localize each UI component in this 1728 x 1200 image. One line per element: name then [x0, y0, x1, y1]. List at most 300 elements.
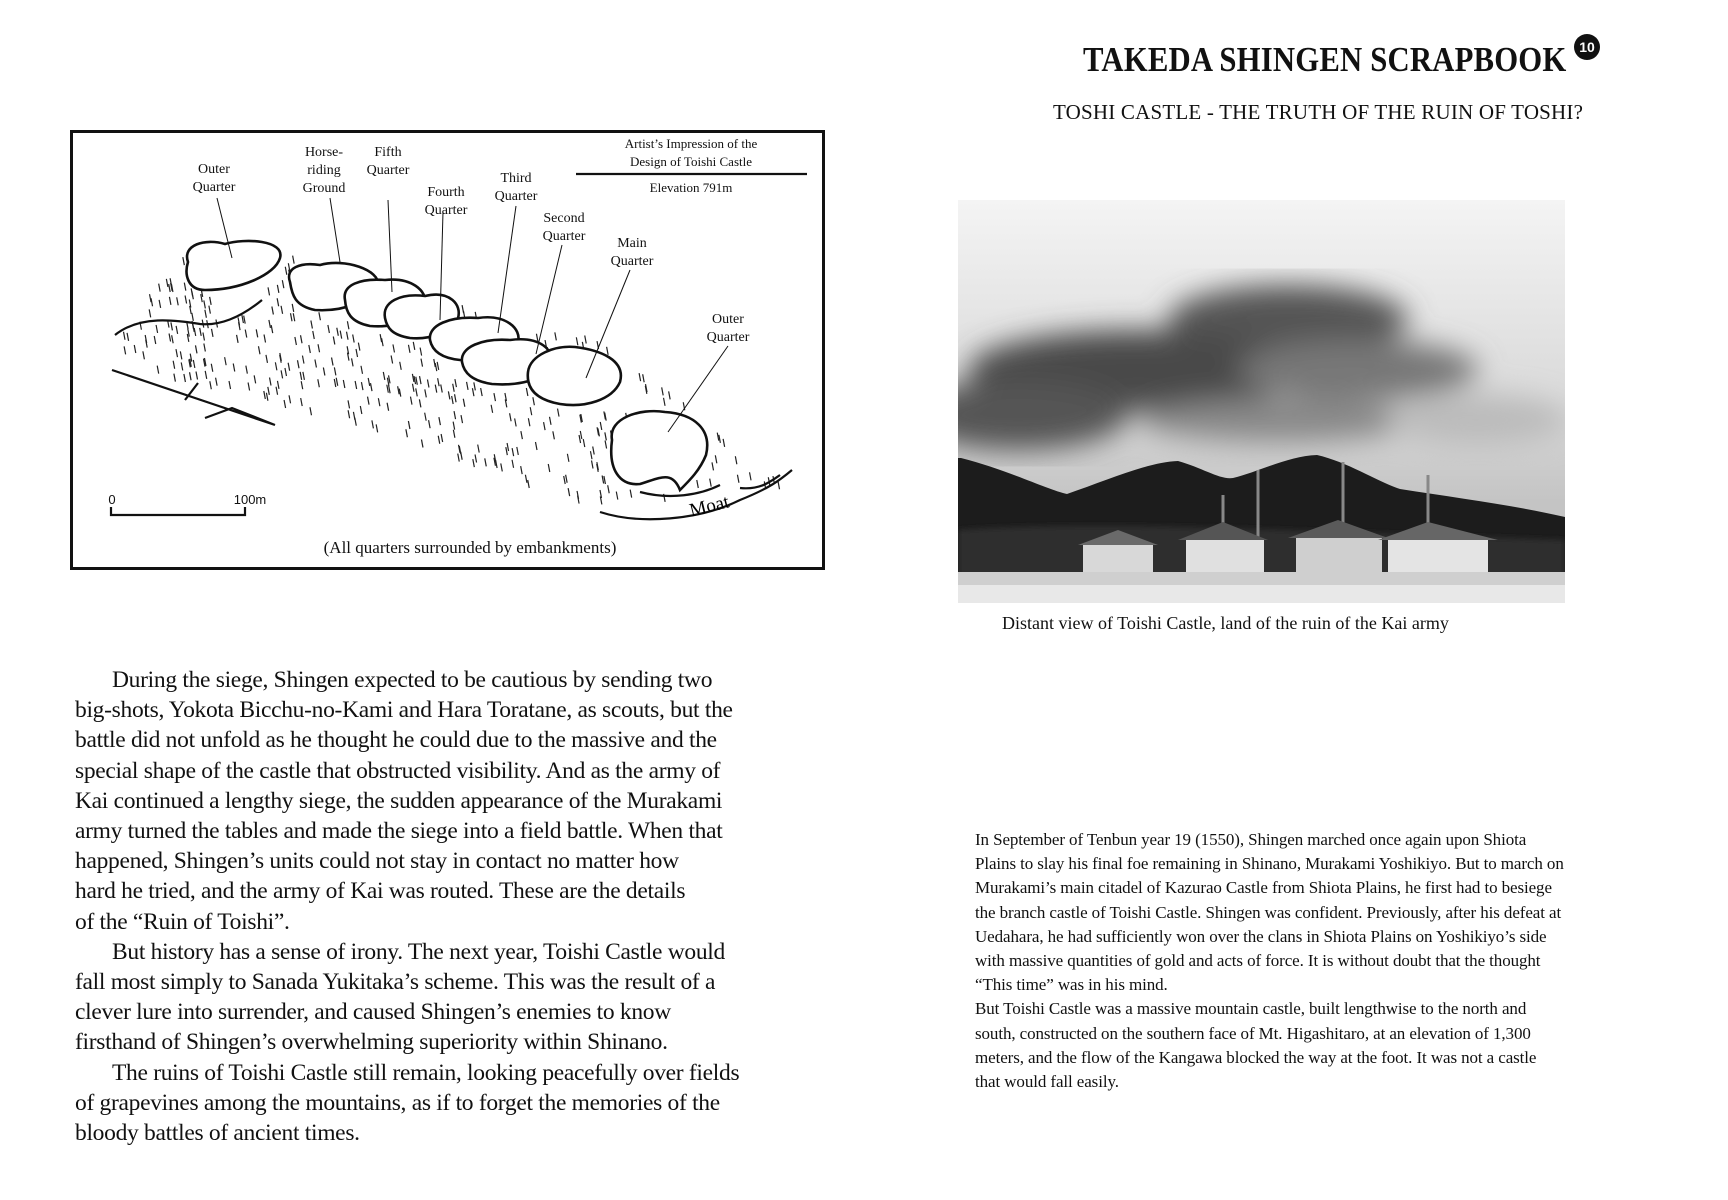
hatch-mark — [204, 344, 206, 352]
hatch-mark — [414, 376, 416, 384]
hatch-mark — [284, 400, 286, 408]
hatch-mark — [277, 298, 279, 306]
hatch-mark — [303, 372, 305, 380]
hatch-mark — [420, 348, 422, 356]
hatch-mark — [124, 332, 126, 340]
hatch-mark — [416, 388, 418, 396]
hatch-mark — [145, 335, 147, 343]
hatch-mark — [585, 335, 587, 343]
hatch-mark — [309, 345, 311, 353]
hatch-mark — [180, 351, 182, 359]
label-main-quarter: Main Quarter — [610, 236, 654, 269]
hatch-mark — [719, 435, 721, 443]
hatch-mark — [406, 429, 408, 437]
hatch-mark — [564, 476, 566, 484]
hatch-mark — [204, 300, 206, 308]
hatch-mark — [268, 287, 270, 295]
hatch-mark — [427, 379, 429, 387]
hatch-mark — [421, 439, 423, 447]
hatch-mark — [289, 395, 291, 403]
body-line: Kai continued a lengthy siege, the sudden appearance of the Murakami — [75, 787, 723, 814]
diagram-note: (All quarters surrounded by embankments) — [323, 538, 617, 557]
hatch-mark — [473, 459, 475, 467]
label-horse-riding-ground: Horse- riding Ground — [302, 145, 346, 196]
hatch-mark — [238, 317, 240, 325]
hatch-mark — [380, 334, 382, 342]
body-line: meters, and the flow of the Kangawa blocked the way at the foot. It was not a castle — [975, 1047, 1537, 1067]
hatch-mark — [550, 417, 552, 425]
hatch-mark — [410, 397, 412, 405]
hatch-mark — [353, 335, 355, 343]
hatch-mark — [750, 472, 752, 480]
hatch-mark — [210, 381, 212, 389]
hatch-mark — [127, 333, 128, 341]
hatch-mark — [389, 385, 391, 393]
hatch-mark — [558, 409, 560, 417]
hatch-mark — [535, 442, 537, 450]
hatch-mark — [281, 370, 283, 378]
hatch-mark — [391, 356, 393, 364]
hatch-mark — [301, 381, 303, 389]
castle-landscape-photo — [958, 200, 1565, 603]
hatch-mark — [441, 434, 443, 442]
hatch-mark — [246, 366, 248, 374]
hatch-mark — [266, 355, 268, 363]
hatch-mark — [268, 387, 270, 395]
hatch-mark — [425, 389, 427, 397]
body-line: of the “Ruin of Toishi”. — [75, 908, 290, 935]
hatch-mark — [196, 372, 198, 380]
hatch-mark — [576, 337, 578, 345]
hatch-mark — [517, 447, 519, 455]
body-line: But Toishi Castle was a massive mountain castle, built lengthwise to the north and — [975, 999, 1527, 1019]
hatch-mark — [393, 344, 395, 352]
hatch-mark — [347, 332, 349, 340]
hatch-mark — [348, 400, 350, 408]
hatch-mark — [491, 405, 493, 413]
body-line: But history has a sense of irony. The next year, Toishi Castle would — [112, 938, 725, 965]
hatch-mark — [512, 460, 514, 468]
label-fourth-quarter: Fourth Quarter — [424, 185, 468, 218]
hatch-mark — [639, 373, 641, 381]
body-line: Murakami’s main citadel of Kazurao Castle from Shiota Plains, he first had to besiege — [975, 878, 1552, 898]
hatch-mark — [336, 378, 338, 386]
hatch-mark — [248, 382, 250, 390]
hatch-mark — [347, 321, 349, 329]
hatch-mark — [203, 332, 205, 340]
diagram-heading-line2: Design of Toishi Castle — [630, 154, 752, 169]
diagram-elevation: Elevation 791m — [649, 180, 733, 195]
hatch-mark — [275, 362, 277, 370]
hatch-mark — [319, 312, 321, 320]
outer-quarter-left-shape — [187, 241, 281, 290]
hatch-mark — [438, 378, 440, 386]
hatch-mark — [297, 360, 299, 368]
hatch-mark — [293, 256, 295, 264]
hatch-mark — [156, 325, 158, 333]
hatch-mark — [169, 297, 171, 305]
hatch-mark — [159, 284, 161, 292]
hatch-mark — [425, 413, 427, 421]
hatch-mark — [481, 388, 483, 396]
hatch-mark — [300, 372, 302, 380]
hatch-mark — [181, 362, 183, 370]
hatch-mark — [185, 295, 187, 303]
hatch-mark — [277, 381, 279, 389]
hatch-mark — [333, 337, 335, 345]
hatch-mark — [697, 480, 699, 488]
hatch-mark — [244, 316, 246, 324]
body-line: clever lure into surrender, and caused Shingen’s enemies to know — [75, 999, 671, 1026]
hatch-mark — [159, 300, 161, 308]
hatch-mark — [237, 335, 239, 343]
hatch-mark — [258, 346, 260, 354]
hatch-mark — [323, 367, 325, 375]
hatch-mark — [318, 344, 320, 352]
hatch-mark — [150, 294, 152, 302]
left-body-text — [75, 665, 835, 1148]
hatch-mark — [332, 357, 334, 365]
hatch-mark — [233, 363, 235, 371]
hatch-mark — [171, 322, 173, 330]
body-line: hard he tried, and the army of Kai was routed. These are the details — [75, 878, 686, 905]
hatch-mark — [288, 363, 290, 371]
hatch-mark — [313, 331, 315, 339]
hatch-mark — [630, 490, 632, 498]
hatch-mark — [453, 384, 455, 392]
hatch-mark — [412, 384, 414, 392]
scale-start: 0 — [108, 492, 116, 507]
hatch-mark — [528, 418, 530, 426]
hatch-mark — [337, 328, 339, 336]
hatch-mark — [467, 382, 469, 390]
hatch-mark — [567, 454, 569, 462]
hatch-mark — [242, 315, 244, 323]
hatch-mark — [276, 387, 278, 395]
hatch-mark — [579, 435, 581, 443]
body-line: army turned the tables and made the siege into a field battle. When that — [75, 818, 723, 845]
hatch-mark — [662, 387, 664, 395]
hatch-mark — [420, 376, 422, 384]
quarter-outlines — [187, 241, 708, 490]
diagram-heading-line1: Artist’s Impression of the — [624, 136, 758, 151]
hatch-mark — [378, 398, 380, 406]
body-line: fall most simply to Sanada Yukitaka’s scheme. This was the result of a — [75, 969, 716, 996]
hatch-mark — [277, 285, 279, 293]
hatch-mark — [455, 379, 457, 387]
body-line: Uedahara, he had sufficiently won over the clans in Shiota Plains on Yoshikiyo’s side — [975, 926, 1547, 946]
hatch-mark — [735, 456, 737, 464]
hatch-mark — [318, 379, 320, 387]
hatch-mark — [269, 320, 271, 328]
hatch-mark — [778, 481, 780, 489]
hatch-mark — [282, 280, 284, 288]
hatch-mark — [544, 422, 546, 430]
hatch-mark — [271, 325, 273, 333]
hatch-mark — [184, 283, 186, 291]
hatch-mark — [438, 436, 440, 444]
hatch-mark — [548, 464, 550, 472]
north-arrow — [112, 370, 275, 425]
hatch-mark — [285, 368, 287, 376]
hatch-mark — [600, 422, 602, 430]
hatch-mark — [264, 335, 266, 343]
hatch-mark — [608, 485, 610, 493]
hatch-mark — [184, 374, 186, 382]
hatch-mark — [583, 439, 585, 447]
hatch-mark — [154, 336, 156, 344]
hatch-mark — [441, 385, 443, 393]
right-body-text — [975, 828, 1705, 1094]
hatch-mark — [455, 394, 457, 402]
hatch-mark — [183, 257, 185, 265]
hatch-mark — [293, 313, 295, 321]
hatch-mark — [515, 418, 517, 426]
hatch-mark — [526, 388, 528, 396]
hatch-mark — [474, 382, 476, 390]
hatch-mark — [512, 448, 514, 456]
hatch-mark — [270, 378, 272, 386]
hatch-mark — [352, 358, 354, 366]
hatch-mark — [176, 349, 178, 357]
page-subtitle: TOSHI CASTLE - THE TRUTH OF THE RUIN OF TOSHI? — [1053, 100, 1584, 124]
hatch-mark — [310, 407, 312, 415]
hatch-mark — [356, 349, 358, 357]
hatch-mark — [193, 360, 195, 368]
hatch-mark — [343, 380, 345, 388]
hatch-mark — [281, 306, 283, 314]
hatch-mark — [463, 399, 465, 407]
body-line: During the siege, Shingen expected to be cautious by sending two — [112, 667, 713, 693]
hatch-mark — [353, 412, 355, 420]
hatch-mark — [602, 475, 604, 483]
hatch-mark — [245, 330, 247, 338]
hatch-mark — [311, 321, 313, 329]
hatch-mark — [176, 326, 178, 334]
hatch-mark — [157, 366, 159, 374]
hatch-mark — [376, 424, 378, 432]
hatch-mark — [416, 377, 418, 385]
body-line: bloody battles of ancient times. — [75, 1120, 360, 1147]
hatch-mark — [669, 391, 671, 399]
hatch-mark — [521, 466, 523, 474]
hatch-mark — [593, 446, 595, 454]
body-line: that would fall easily. — [975, 1072, 1119, 1092]
body-line: Plains to slay his final foe remaining in Shinano, Murakami Yoshikiyo. But to march on — [975, 854, 1564, 874]
hatch-mark — [458, 454, 460, 462]
hatch-mark — [737, 475, 739, 483]
hatch-mark — [507, 443, 509, 451]
label-second-quarter: Second Quarter — [542, 211, 586, 244]
hatch-mark — [210, 297, 212, 305]
hatch-mark — [328, 325, 330, 333]
hatch-mark — [195, 345, 197, 353]
hatch-mark — [340, 331, 342, 339]
page-title: TAKEDA SHINGEN SCRAPBOOK — [1083, 40, 1567, 79]
hatch-mark — [408, 345, 410, 353]
hatch-mark — [568, 488, 570, 496]
hatch-mark — [166, 279, 168, 287]
hatch-mark — [292, 304, 294, 312]
issue-number-badge: 10 — [1574, 34, 1600, 60]
hatch-mark — [501, 463, 503, 471]
hatch-mark — [607, 347, 609, 355]
hatch-mark — [295, 337, 297, 345]
hatch-mark — [419, 399, 421, 407]
hatch-mark — [616, 492, 618, 500]
hatch-mark — [190, 372, 192, 380]
hatch-mark — [604, 476, 606, 484]
hatch-mark — [435, 385, 437, 393]
body-line: special shape of the castle that obstructed visibility. And as the army of — [75, 757, 721, 784]
hatch-mark — [382, 338, 384, 346]
hatch-mark — [453, 430, 455, 438]
body-line: happened, Shingen’s units could not stay in contact no matter how — [75, 848, 679, 875]
hatch-mark — [174, 374, 176, 382]
hatch-mark — [285, 267, 287, 275]
hatch-mark — [578, 496, 580, 504]
hatch-mark — [712, 462, 714, 470]
hatch-mark — [580, 431, 582, 439]
hatch-mark — [530, 407, 532, 415]
hatch-mark — [169, 284, 171, 292]
hatch-mark — [510, 413, 512, 421]
hatch-mark — [370, 383, 372, 391]
scale-end: 100m — [233, 492, 267, 507]
hatch-mark — [194, 328, 196, 336]
hatch-mark — [334, 367, 336, 375]
hatch-mark — [434, 359, 436, 367]
body-line: In September of Tenbun year 19 (1550), Shingen marched once again upon Shiota — [975, 830, 1527, 849]
hatch-mark — [506, 447, 508, 455]
hatch-mark — [169, 334, 171, 342]
body-line: of grapevines among the mountains, as if to forget the memories of the — [75, 1089, 720, 1116]
hatch-mark — [361, 366, 363, 374]
hatch-mark — [302, 356, 304, 364]
hatch-mark — [437, 362, 439, 370]
hatch-mark — [211, 364, 213, 372]
hatch-mark — [521, 431, 523, 439]
hatch-mark — [355, 381, 357, 389]
hatch-mark — [448, 391, 450, 399]
hatch-mark — [592, 460, 594, 468]
hatch-mark — [200, 328, 202, 336]
hatch-mark — [452, 396, 454, 404]
hatch-mark — [605, 441, 607, 449]
hatch-mark — [400, 362, 402, 370]
hatch-mark — [408, 421, 410, 429]
hatch-mark — [387, 403, 389, 411]
hatch-mark — [151, 298, 153, 306]
hatch-mark — [605, 432, 607, 440]
hatch-mark — [413, 342, 415, 350]
scale-bar — [111, 507, 245, 515]
hatch-mark — [710, 479, 712, 487]
hatch-mark — [209, 306, 211, 314]
hatch-mark — [229, 381, 231, 389]
hatch-mark — [566, 475, 568, 483]
hatch-mark — [192, 291, 194, 299]
label-outer-quarter-left: Outer Quarter — [192, 162, 236, 195]
main-quarter-shape — [528, 347, 621, 405]
body-line: firsthand of Shingen’s overwhelming superiority within Shinano. — [75, 1029, 668, 1056]
hatch-mark — [124, 346, 126, 354]
moat-label: Moat — [687, 491, 732, 522]
hatch-mark — [553, 431, 555, 439]
hatch-mark — [368, 378, 370, 386]
outer-quarter-right-shape — [611, 411, 707, 490]
hatch-mark — [266, 393, 268, 401]
hatch-mark — [399, 389, 401, 397]
hatch-mark — [143, 351, 145, 359]
hatch-mark — [439, 417, 441, 425]
hatch-mark — [134, 345, 136, 353]
label-outer-quarter-right: Outer Quarter — [706, 312, 750, 345]
hatch-mark — [256, 329, 258, 337]
hatch-mark — [301, 335, 303, 343]
hatch-mark — [723, 439, 725, 447]
hatch-mark — [361, 382, 363, 390]
hatch-mark — [387, 385, 389, 393]
hatch-mark — [435, 363, 437, 371]
hatch-mark — [643, 374, 645, 382]
hatch-mark — [205, 310, 207, 318]
hatch-mark — [398, 386, 400, 394]
body-line: the branch castle of Toishi Castle. Shingen was confident. Previously, after his defeat at — [975, 902, 1562, 922]
hatch-mark — [225, 357, 227, 365]
hatch-mark — [290, 313, 292, 321]
hatch-mark — [533, 397, 535, 405]
label-fifth-quarter: Fifth Quarter — [366, 145, 410, 178]
hatch-mark — [173, 361, 175, 369]
hatch-mark — [211, 329, 213, 337]
hatch-mark — [383, 372, 385, 380]
body-line: The ruins of Toishi Castle still remain, looking peacefully over fields — [112, 1059, 740, 1086]
hatch-mark — [462, 305, 464, 313]
hatch-mark — [368, 397, 370, 405]
label-third-quarter: Third Quarter — [494, 171, 538, 204]
hatch-mark — [264, 391, 266, 399]
hatch-mark — [715, 455, 717, 463]
hatch-mark — [360, 406, 362, 414]
hatch-mark — [372, 420, 374, 428]
hatch-mark — [149, 309, 151, 317]
hatch-mark — [421, 359, 423, 367]
hatch-mark — [472, 388, 474, 396]
hatch-mark — [590, 451, 592, 459]
hatch-mark — [525, 475, 527, 483]
hatch-mark — [475, 454, 477, 462]
body-line: “This time” was in his mind. — [975, 975, 1168, 995]
body-line: battle did not unfold as he thought he could due to the massive and the — [75, 727, 717, 754]
body-line: with massive quantities of gold and acts of force. It is without doubt that the thought — [975, 951, 1541, 971]
hatch-mark — [429, 420, 431, 428]
hatch-mark — [348, 410, 350, 418]
hatch-mark — [272, 307, 274, 315]
body-line: big-shots, Yokota Bicchu-no-Kami and Hara Toratane, as scouts, but the — [75, 697, 733, 724]
hatch-mark — [205, 371, 207, 379]
hatch-mark — [717, 433, 719, 441]
hatch-mark — [216, 378, 218, 386]
hatch-mark — [555, 332, 557, 340]
hatch-mark — [177, 297, 179, 305]
hatch-mark — [494, 393, 496, 401]
hatch-mark — [485, 458, 487, 466]
hatch-mark — [254, 375, 256, 383]
hatch-mark — [664, 398, 666, 406]
hatch-mark — [172, 335, 174, 343]
body-line: south, constructed on the southern face of Mt. Higashitaro, at an elevation of 1,300 — [975, 1023, 1531, 1043]
